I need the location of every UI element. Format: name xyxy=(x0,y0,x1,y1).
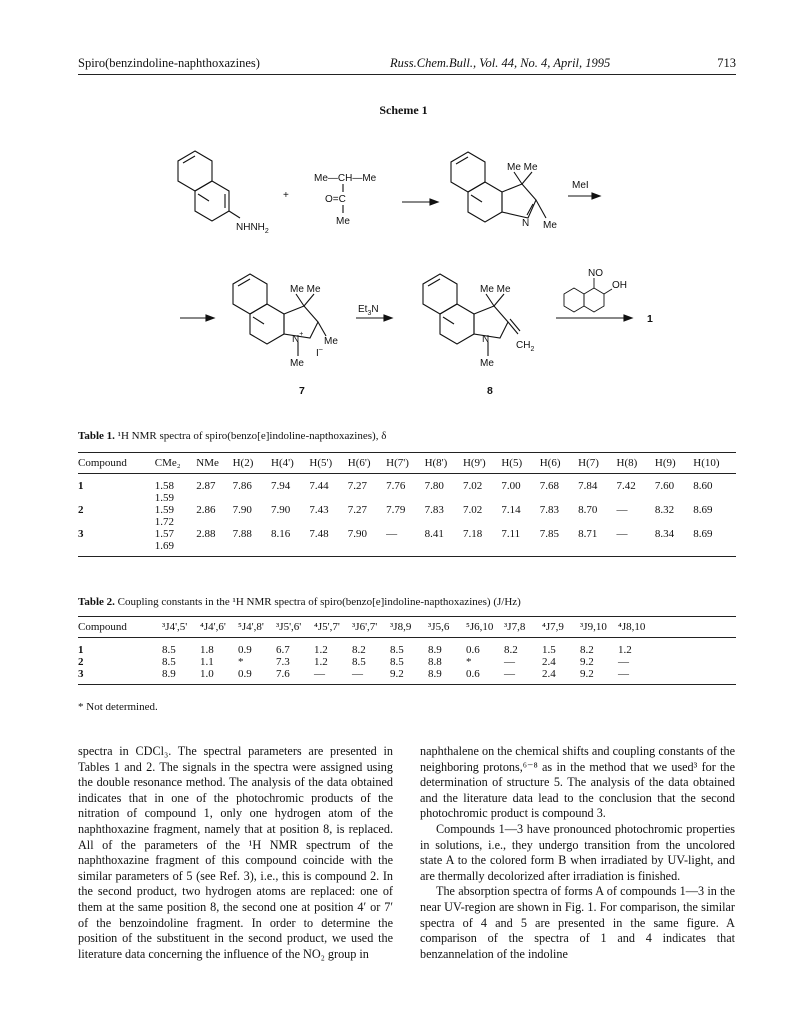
table1-cell: 7.48 xyxy=(309,528,347,557)
table1-cell: 8.71 xyxy=(578,528,616,557)
table2-cell: 1.1 xyxy=(200,656,214,668)
table1-cell: 8.41 xyxy=(425,528,463,557)
table2-cell: 9.2 xyxy=(580,656,594,668)
table2-cell: 8.2 xyxy=(504,644,518,656)
table2-col-header: ⁴J4',6' xyxy=(200,617,238,638)
table1-col-header: H(9') xyxy=(463,453,501,474)
table1-row xyxy=(78,474,736,505)
table2-cell: 2.4 xyxy=(542,668,580,685)
table2-cell: 1.2 xyxy=(314,644,328,656)
table1-cell: 7.86 xyxy=(232,480,252,492)
table2-cell: 1.2 xyxy=(618,644,632,656)
table2-col-header: ³J9,10 xyxy=(580,617,618,638)
table2-col-header: Compound xyxy=(78,617,162,638)
paragraph: spectra in CDCl₃. The spectral parameters are presented in Tables 1 and 2. The signals in the spectra were assigned using the double resonance method. The analysis of the data obtained indicates that in one of the photochromic products of the nitration of compound 1, only one hydrogen atom of the naphthoxazine fragment, namely that at position 8, is replaced. All of the parameters of the ¹H NMR spectrum of the naphthoxazine fragment of this compound coincide with the similar parameters of 5 (see Ref. 3), i.e., this is compound 2. In the second product, two hydrogen atoms are replaced: one of them at the same position 8, the second one at position 4′ or 7′ of the benzoindoline fragment. In order to determine the position of the substituent in the second product, we used the literature data concerning the influence of the NO₂ group in xyxy=(78,744,393,961)
table1-col-header: Compound xyxy=(78,453,155,474)
table2-cell: 8.9 xyxy=(428,644,442,656)
table1-cell: 7.83 xyxy=(424,504,444,516)
header-page-number: 713 xyxy=(717,56,736,70)
table1-cell: 8.69 xyxy=(693,528,736,557)
salt-c-methyl-label: Me xyxy=(324,336,338,347)
cme2-value: 1.72 xyxy=(154,516,175,528)
cme2-cell xyxy=(155,528,197,557)
indolenine-n-label: N xyxy=(522,218,530,229)
table2-cell: — xyxy=(618,668,736,685)
table1-col-header: H(7') xyxy=(386,453,424,474)
table2-cell: 8.5 xyxy=(390,656,404,668)
table1-cell: 7.90 xyxy=(271,504,291,516)
table1-col-header: H(8) xyxy=(617,453,655,474)
table2-row xyxy=(78,656,736,668)
naphthylhydrazine-structure xyxy=(178,151,240,221)
ketone-methyl-label: Me xyxy=(336,216,350,227)
compound-number: 3 xyxy=(78,668,162,685)
table2-cell: 8.5 xyxy=(162,656,176,668)
table2-header-row xyxy=(78,617,736,638)
paragraph: Compounds 1—3 have pronounced photochromic properties in solutions, i.e., they undergo transition from the uncolored state A to the colored form B when irradiated by UV-light, and are thermally decolorized after irradiation is finished. xyxy=(420,821,735,883)
table2-cell: — xyxy=(504,668,542,685)
table2-coupling-constants xyxy=(78,616,736,685)
table1-cell: 2.86 xyxy=(196,504,216,516)
table2-cell: 2.4 xyxy=(542,656,556,668)
table2-cell: 8.5 xyxy=(352,656,366,668)
table1-col-header: NMe xyxy=(196,453,232,474)
table2-cell: 8.9 xyxy=(162,668,200,685)
table2-cell: 1.2 xyxy=(314,656,328,668)
compound-8-label: 8 xyxy=(487,385,493,397)
table2-col-header: ³J5,6 xyxy=(428,617,466,638)
body-column-right xyxy=(420,744,735,962)
table1-cell: 8.70 xyxy=(578,504,598,516)
header-journal-citation: Russ.Chem.Bull., Vol. 44, No. 4, April, 1995 xyxy=(390,56,611,70)
table2-cell: 9.2 xyxy=(580,668,618,685)
table2-col-header: ³J6',7' xyxy=(352,617,390,638)
reaction-scheme xyxy=(150,126,670,406)
table2-cell: 0.6 xyxy=(466,668,504,685)
table1-cell: — xyxy=(617,528,655,557)
table2-cell: — xyxy=(352,668,390,685)
table2-cell: * xyxy=(238,656,244,668)
table1-col-header: H(4') xyxy=(271,453,309,474)
table1-row xyxy=(78,504,736,528)
table1-cell: 7.44 xyxy=(309,480,329,492)
methylene-label: $CH_2$ xyxy=(516,340,535,353)
ketone-top-label: Me—CH—Me xyxy=(314,173,377,184)
scheme-title: Scheme 1 xyxy=(379,103,428,117)
compound-number: 1 xyxy=(78,644,84,656)
paragraph: The absorption spectra of forms A of compounds 1—3 in the near UV-region are shown in Fig. 1. For comparison, the similar spectra of 4 and 5 are presented in the same figure. A comparison of the spectra of 1 and 4 indicates that benzannelation of the indoline xyxy=(420,884,735,961)
table2-row xyxy=(78,668,736,685)
table1-cell: 7.84 xyxy=(578,480,598,492)
table1-cell: 7.27 xyxy=(347,504,368,516)
table2-col-header: ⁴J7,9 xyxy=(542,617,580,638)
table2-col-header: ³J4',5' xyxy=(162,617,200,638)
hydroxyl-label: OH xyxy=(612,280,627,291)
table1-cell: 7.85 xyxy=(540,528,578,557)
cme2-value: 1.59 xyxy=(154,492,175,504)
reaction-scheme-drawing xyxy=(150,126,670,406)
compound-number: 2 xyxy=(78,504,84,516)
table1-cell: 8.69 xyxy=(693,504,713,516)
table2-cell: 7.6 xyxy=(276,668,314,685)
table2-col-header: ³J7,8 xyxy=(504,617,542,638)
table1-cell: 8.60 xyxy=(693,480,713,492)
compound-number: 2 xyxy=(78,656,84,668)
table1-cell: 7.00 xyxy=(501,480,521,492)
table1-cell: 7.02 xyxy=(462,480,483,492)
table1-cell: 7.43 xyxy=(309,504,329,516)
table1-cell: 7.27 xyxy=(347,480,368,492)
base-n-label: N xyxy=(482,334,490,345)
table1-cell: 7.90 xyxy=(348,528,386,557)
table2-cell: 8.9 xyxy=(428,668,466,685)
table2-cell: 6.7 xyxy=(276,644,290,656)
table2-cell: 8.5 xyxy=(390,644,404,656)
cme2-cell xyxy=(155,504,197,528)
table2-cell: — xyxy=(618,656,629,668)
table1-cell: 7.68 xyxy=(539,480,559,492)
table2-caption-text: Coupling constants in the ¹H NMR spectra of spiro(benzo[e]indoline-napthoxazines) (J/Hz) xyxy=(117,596,521,608)
table1-cell: 2.88 xyxy=(196,528,232,557)
table1-cell: 7.02 xyxy=(462,504,483,516)
table2-col-header: ⁴J8,10 xyxy=(618,617,736,638)
table1-cell: 7.76 xyxy=(386,480,406,492)
table2-cell: 8.5 xyxy=(162,644,176,656)
table1-cell: 7.60 xyxy=(654,480,675,492)
table2-cell: 7.3 xyxy=(276,656,290,668)
table1-cell: 2.87 xyxy=(196,480,216,492)
table1-col-header: H(6) xyxy=(540,453,578,474)
table1-cell: 7.42 xyxy=(616,480,636,492)
table2-col-header: ⁵J6,10 xyxy=(466,617,504,638)
table1-cell: 7.80 xyxy=(424,480,444,492)
table2-cell: 0.9 xyxy=(238,668,276,685)
compound-number: 1 xyxy=(78,480,84,492)
table2-cell: 1.0 xyxy=(200,668,238,685)
table2-cell: — xyxy=(314,668,352,685)
table1-cell: 7.79 xyxy=(386,504,406,516)
table1-cell: 8.16 xyxy=(271,528,309,557)
table1-cell: 7.18 xyxy=(463,528,501,557)
table2-col-header: ³J5',6' xyxy=(276,617,314,638)
mei-reagent-label: MeI xyxy=(572,180,589,191)
cme2-cell xyxy=(155,474,197,505)
table1-col-header: H(7) xyxy=(578,453,616,474)
table1-cell: 7.11 xyxy=(501,528,539,557)
compound-1-label: 1 xyxy=(647,313,653,325)
table1-cell: — xyxy=(616,504,628,516)
table1-cell: — xyxy=(386,528,424,557)
table1-col-header: H(6') xyxy=(348,453,386,474)
table2-cell: 8.2 xyxy=(580,644,594,656)
iodide-label: I– xyxy=(316,346,323,359)
table1-col-header: H(10) xyxy=(693,453,736,474)
table2-caption xyxy=(78,596,521,608)
header-article-title: Spiro(benzindoline-naphthoxazines) xyxy=(78,56,260,70)
table1-col-header: H(9) xyxy=(655,453,693,474)
table1-cell: 8.32 xyxy=(654,504,675,516)
compound-7-label: 7 xyxy=(299,385,305,397)
table2-col-header: ³J8,9 xyxy=(390,617,428,638)
cme2-value: 1.59 xyxy=(154,504,175,516)
table2-row xyxy=(78,638,736,657)
table1-col-header: CMe₂ xyxy=(155,453,197,474)
table1-cell: 7.90 xyxy=(232,504,252,516)
table2-cell: — xyxy=(504,656,515,668)
table2-col-header: ⁵J4',8' xyxy=(238,617,276,638)
table2-cell: 9.2 xyxy=(390,668,428,685)
table1-nmr-shifts xyxy=(78,452,736,557)
table1-header-row xyxy=(78,453,736,474)
table1-cell: 7.88 xyxy=(233,528,271,557)
table2-cell: 8.2 xyxy=(352,644,366,656)
et3n-reagent-label: $Et_3N$ xyxy=(358,304,379,317)
table2-cell: 0.6 xyxy=(466,644,480,656)
compound-number: 3 xyxy=(78,528,155,557)
table1-cell: 7.83 xyxy=(539,504,559,516)
table1-col-header: H(5') xyxy=(309,453,347,474)
nhnh2-label: $NHNH_2$ xyxy=(236,222,269,235)
table2-cell: 8.8 xyxy=(428,656,442,668)
base-gem-dimethyl-label: Me Me xyxy=(480,284,511,295)
table2-cell: * xyxy=(466,656,472,668)
nitrosonaphthol-structure xyxy=(564,278,612,312)
table1-caption-label: Table 1. xyxy=(78,430,115,442)
nitroso-label: NO xyxy=(588,268,603,279)
table1-col-header: H(2) xyxy=(233,453,271,474)
cme2-value: 1.58 xyxy=(154,480,175,492)
table2-col-header: ⁴J5',7' xyxy=(314,617,352,638)
paragraph: naphthalene on the chemical shifts and coupling constants of the neighboring protons,⁶⁻⁸ as in the method that we used³ for the determination of structure 5. The analysis of the data obtained and the literature data lead to the conclusion that the second photochromic product is compound 3. xyxy=(420,744,735,821)
table2-cell: 1.5 xyxy=(542,644,556,656)
salt-n-methyl-label: Me xyxy=(290,358,304,369)
salt-n-label: N+ xyxy=(292,331,304,345)
table1-col-header: H(8') xyxy=(425,453,463,474)
table1-cell: 8.34 xyxy=(655,528,693,557)
cme2-value: 1.57 xyxy=(154,528,175,540)
cme2-value: 1.69 xyxy=(154,540,175,552)
running-header xyxy=(78,56,736,75)
base-n-methyl-label: Me xyxy=(480,358,494,369)
indolenine-methyl-label: Me xyxy=(543,220,557,231)
table1-caption-text: ¹H NMR spectra of spiro(benzo[e]indoline-napthoxazines), δ xyxy=(117,430,387,442)
table1-cell: 7.94 xyxy=(271,480,291,492)
body-column-left xyxy=(78,744,393,962)
table-footnote: * Not determined. xyxy=(78,701,158,713)
table2-cell: 0.9 xyxy=(238,644,252,656)
gem-dimethyl-label: Me Me xyxy=(507,162,538,173)
ketone-carbonyl-label: O=C xyxy=(325,194,346,205)
table1-row xyxy=(78,528,736,557)
table1-col-header: H(5) xyxy=(501,453,539,474)
table2-cell: 1.8 xyxy=(200,644,214,656)
table1-cell: 7.14 xyxy=(501,504,521,516)
salt-gem-dimethyl-label: Me Me xyxy=(290,284,321,295)
table2-caption-label: Table 2. xyxy=(78,596,115,608)
table1-caption xyxy=(78,430,386,442)
plus-sign: + xyxy=(283,190,289,201)
